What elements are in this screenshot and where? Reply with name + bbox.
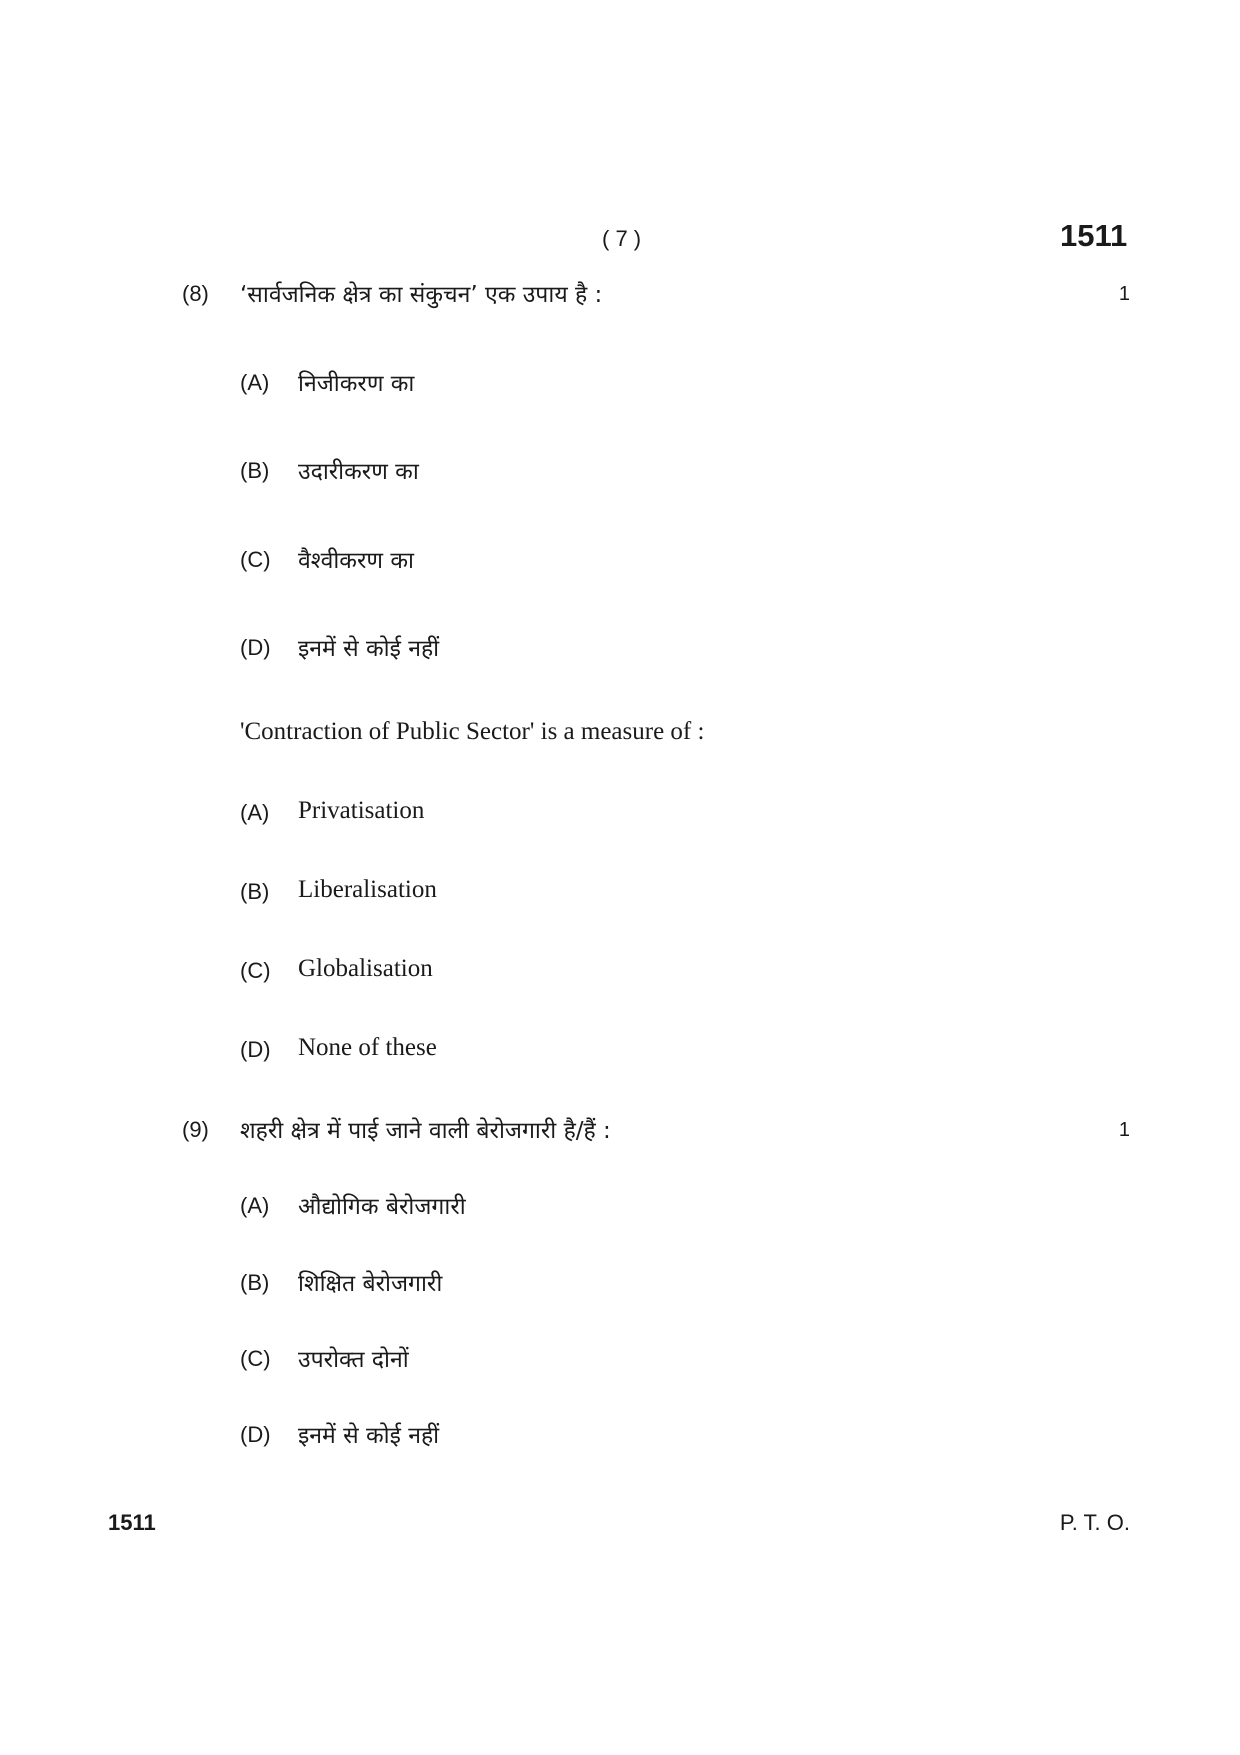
q9-hi-option-c-label: (C) (240, 1346, 271, 1371)
q8-en-option-c-text: Globalisation (298, 955, 433, 982)
question-9-hindi-text: शहरी क्षेत्र में पाई जाने वाली बेरोजगारी है/हैं : (240, 1118, 611, 1144)
q8-en-option-d-label: (D) (240, 1037, 271, 1062)
q8-hi-option-a-text: निजीकरण का (298, 371, 415, 397)
q8-hi-option-c-label: (C) (240, 547, 271, 572)
question-8-marks: 1 (1118, 283, 1130, 305)
q9-hi-option-d-text: इनमें से कोई नहीं (298, 1423, 440, 1449)
question-9-number: (9) (182, 1117, 209, 1142)
q8-hi-option-d-text: इनमें से कोई नहीं (298, 636, 440, 662)
q8-en-option-a-text: Privatisation (298, 797, 425, 824)
pto-label: P. T. O. (1059, 1510, 1130, 1535)
q9-hi-option-b-text: शिक्षित बेरोजगारी (298, 1271, 443, 1297)
question-8-english-text: 'Contraction of Public Sector' is a measure of : (240, 718, 705, 745)
q8-hi-option-c-text: वैश्वीकरण का (298, 548, 414, 574)
question-9-marks: 1 (1118, 1119, 1130, 1141)
q8-hi-option-b-label: (B) (240, 458, 270, 483)
q9-hi-option-c-text: उपरोक्त दोनों (298, 1347, 409, 1373)
page-number: ( 7 ) (602, 226, 642, 251)
question-8-hindi-text: ‘सार्वजनिक क्षेत्र का संकुचन’ एक उपाय है : (240, 282, 603, 308)
q9-hi-option-a-label: (A) (240, 1193, 270, 1218)
q8-hi-option-d-label: (D) (240, 635, 271, 660)
q9-hi-option-a-text: औद्योगिक बेरोजगारी (298, 1194, 466, 1220)
q8-en-option-b-label: (B) (240, 879, 270, 904)
q9-hi-option-b-label: (B) (240, 1270, 270, 1295)
question-8-number: (8) (182, 281, 209, 306)
q9-hi-option-d-label: (D) (240, 1422, 271, 1447)
q8-en-option-d-text: None of these (298, 1034, 437, 1061)
paper-code-top: 1511 (1060, 218, 1128, 253)
q8-en-option-c-label: (C) (240, 958, 271, 983)
paper-code-footer: 1511 (108, 1510, 156, 1535)
q8-hi-option-b-text: उदारीकरण का (298, 459, 419, 485)
q8-hi-option-a-label: (A) (240, 370, 270, 395)
q8-en-option-a-label: (A) (240, 800, 270, 825)
q8-en-option-b-text: Liberalisation (298, 876, 437, 903)
